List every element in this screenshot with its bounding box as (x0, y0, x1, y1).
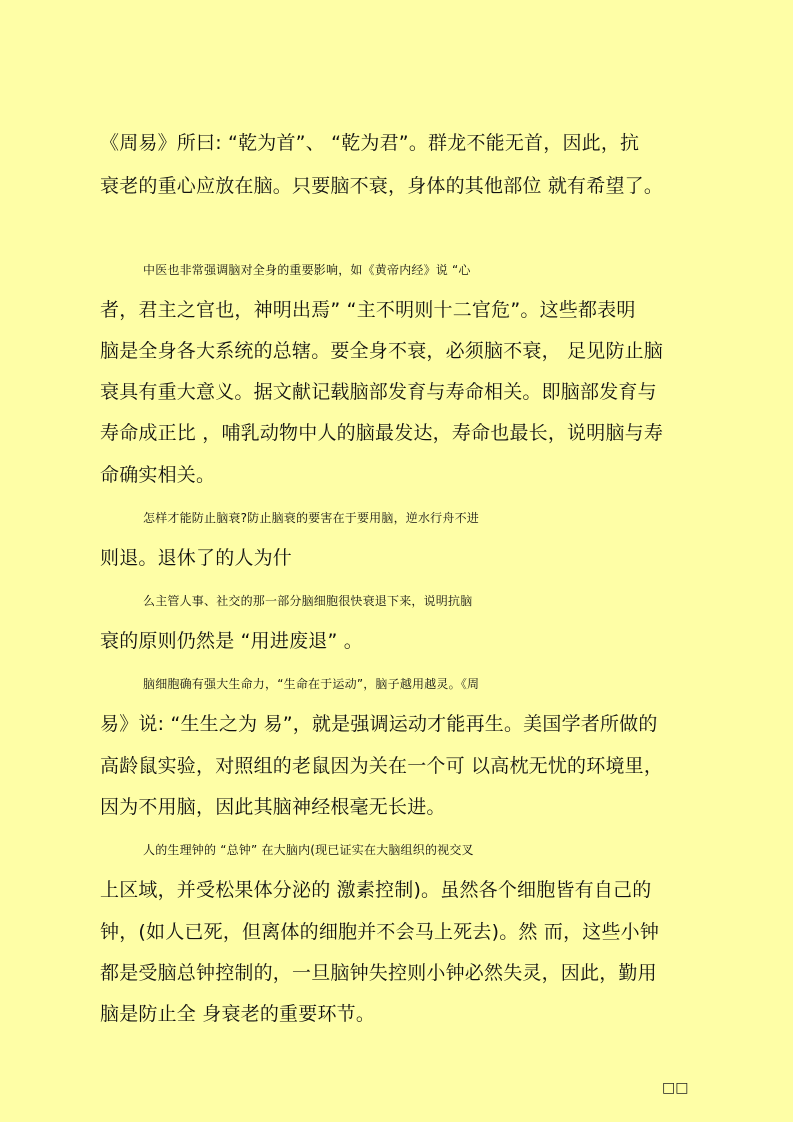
text-line: 脑是全身各大系统的总辖。要全身不衰，必须脑不衰， 足见防止脑 (100, 340, 664, 362)
text-line: 都是受脑总钟控制的，一旦脑钟失控则小钟必然失灵，因此，勤用 (100, 962, 657, 984)
text-line: 命确实相关。 (100, 464, 216, 486)
text-line: 《周易》所曰: “乾为首”、 “乾为君”。群龙不能无首，因此，抗 (100, 132, 640, 154)
paragraph-start: 脑细胞确有强大生命力，“生命在于运动”，脑子越用越灵。《周 (143, 677, 480, 691)
text-line: 上区域，并受松果体分泌的 激素控制)。虽然各个细胞皆有自己的 (100, 879, 652, 901)
paragraph-start: 人的生理钟的 “总钟” 在大脑内(现已证实在大脑组织的视交叉 (143, 843, 474, 857)
text-line: 衰老的重心应放在脑。只要脑不衰，身体的其他部位 就有希望了。 (100, 175, 664, 197)
text-line: 钟，(如人已死，但离体的细胞并不会马上死去)。然 而，这些小钟 (100, 921, 660, 943)
text-line: 寿命成正比 ，哺乳动物中人的脑最发达，寿命也最长，说明脑与寿 (100, 422, 664, 444)
paragraph-start: 怎样才能防止脑衰?防止脑衰的要害在于要用脑，逆水行舟不进 (143, 511, 479, 525)
text-line: 衰的原则仍然是 “用进废退” 。 (100, 630, 363, 652)
text-line: 脑是防止全 身衰老的重要环节。 (100, 1003, 376, 1025)
text-line: 者，君主之官也，神明出焉” “主不明则十二官危”。这些都表明 (100, 299, 636, 321)
paragraph-start: 么主管人事、社交的那一部分脑细胞很快衰退下来，说明抗脑 (143, 594, 473, 608)
text-line: 则退。退休了的人为什 (100, 547, 293, 569)
page-number: □□ (662, 1080, 689, 1096)
text-line: 衰具有重大意义。据文献记载脑部发育与寿命相关。即脑部发育与 (100, 381, 657, 403)
text-line: 高龄鼠实验，对照组的老鼠因为关在一个可 以高枕无忧的环境里， (100, 755, 664, 777)
text-line: 因为不用脑，因此其脑神经根毫无长进。 (100, 796, 446, 818)
text-line: 易》说: “生生之为 易”，就是强调运动才能再生。美国学者所做的 (100, 713, 658, 735)
paragraph-start: 中医也非常强调脑对全身的重要影响，如《黄帝内经》说 “心 (143, 263, 471, 277)
